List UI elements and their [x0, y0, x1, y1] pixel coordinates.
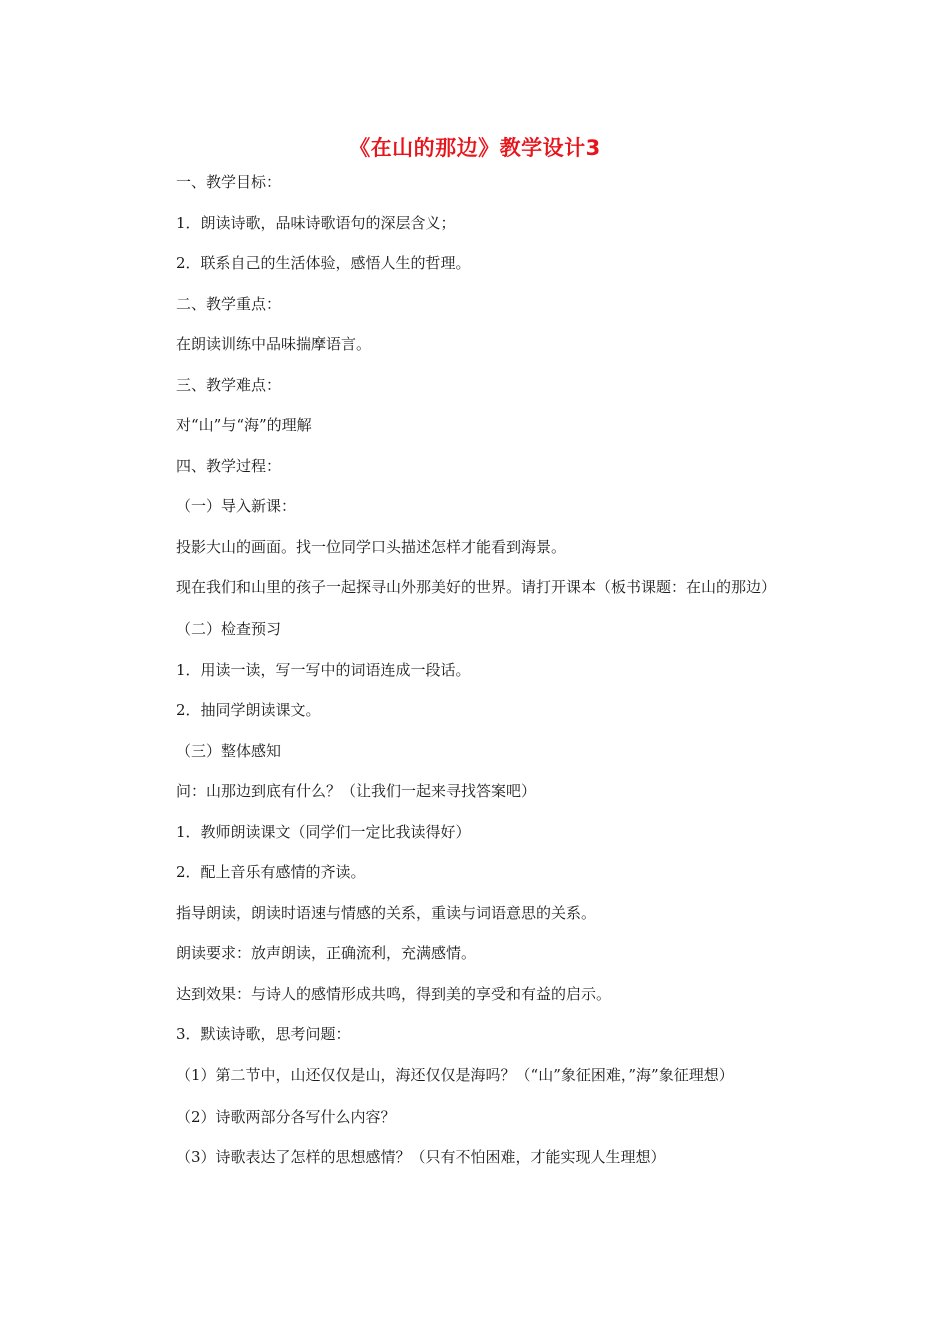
paragraph: （1）第二节中，山还仅仅是山，海还仅仅是海吗？（“山”象征困难，”海”象征理想）	[176, 1065, 734, 1084]
paragraph: 问：山那边到底有什么？（让我们一起来寻找答案吧）	[176, 782, 537, 800]
paragraph: 对“山”与“海”的理解	[176, 416, 312, 434]
subheading: （一）导入新课：	[176, 497, 297, 515]
document-title: 《在山的那边》教学设计3	[349, 136, 601, 160]
paragraph: 3．默读诗歌，思考问题：	[176, 1025, 351, 1043]
paragraph: 2．配上音乐有感情的齐读。	[176, 863, 366, 881]
paragraph: 在朗读训练中品味揣摩语言。	[176, 335, 372, 353]
paragraph: 2．抽同学朗读课文。	[176, 701, 321, 719]
paragraph: 朗读要求：放声朗读，正确流利，充满感情。	[176, 944, 477, 962]
paragraph: 1．教师朗读课文（同学们一定比我读得好）	[176, 822, 471, 841]
paragraph: 1．朗读诗歌，品味诗歌语句的深层含义；	[176, 213, 456, 232]
subheading: （二）检查预习	[176, 620, 282, 638]
paragraph: 2．联系自己的生活体验，感悟人生的哲理。	[176, 254, 471, 272]
heading-teaching-goals: 一、教学目标：	[176, 173, 282, 191]
heading-teaching-process: 四、教学过程：	[176, 456, 282, 475]
paragraph: 1．用读一读，写一写中的词语连成一段话。	[176, 660, 471, 679]
paragraph: 投影大山的画面。找一位同学口头描述怎样才能看到海景。	[176, 537, 567, 556]
paragraph: 指导朗读，朗读时语速与情感的关系，重读与词语意思的关系。	[176, 903, 597, 922]
paragraph: （2）诗歌两部分各写什么内容？	[176, 1107, 396, 1126]
paragraph: 现在我们和山里的孩子一起探寻山外那美好的世界。请打开课本（板书课题：在山的那边）	[176, 578, 777, 596]
paragraph: 达到效果：与诗人的感情形成共鸣，得到美的享受和有益的启示。	[176, 984, 612, 1003]
paragraph: （3）诗歌表达了怎样的思想感情？（只有不怕困难，才能实现人生理想）	[176, 1148, 666, 1166]
heading-teaching-difficulty: 三、教学难点：	[176, 375, 282, 394]
subheading: （三）整体感知	[176, 741, 282, 760]
document-body	[144, 171, 808, 1187]
heading-teaching-focus: 二、教学重点：	[176, 294, 282, 313]
